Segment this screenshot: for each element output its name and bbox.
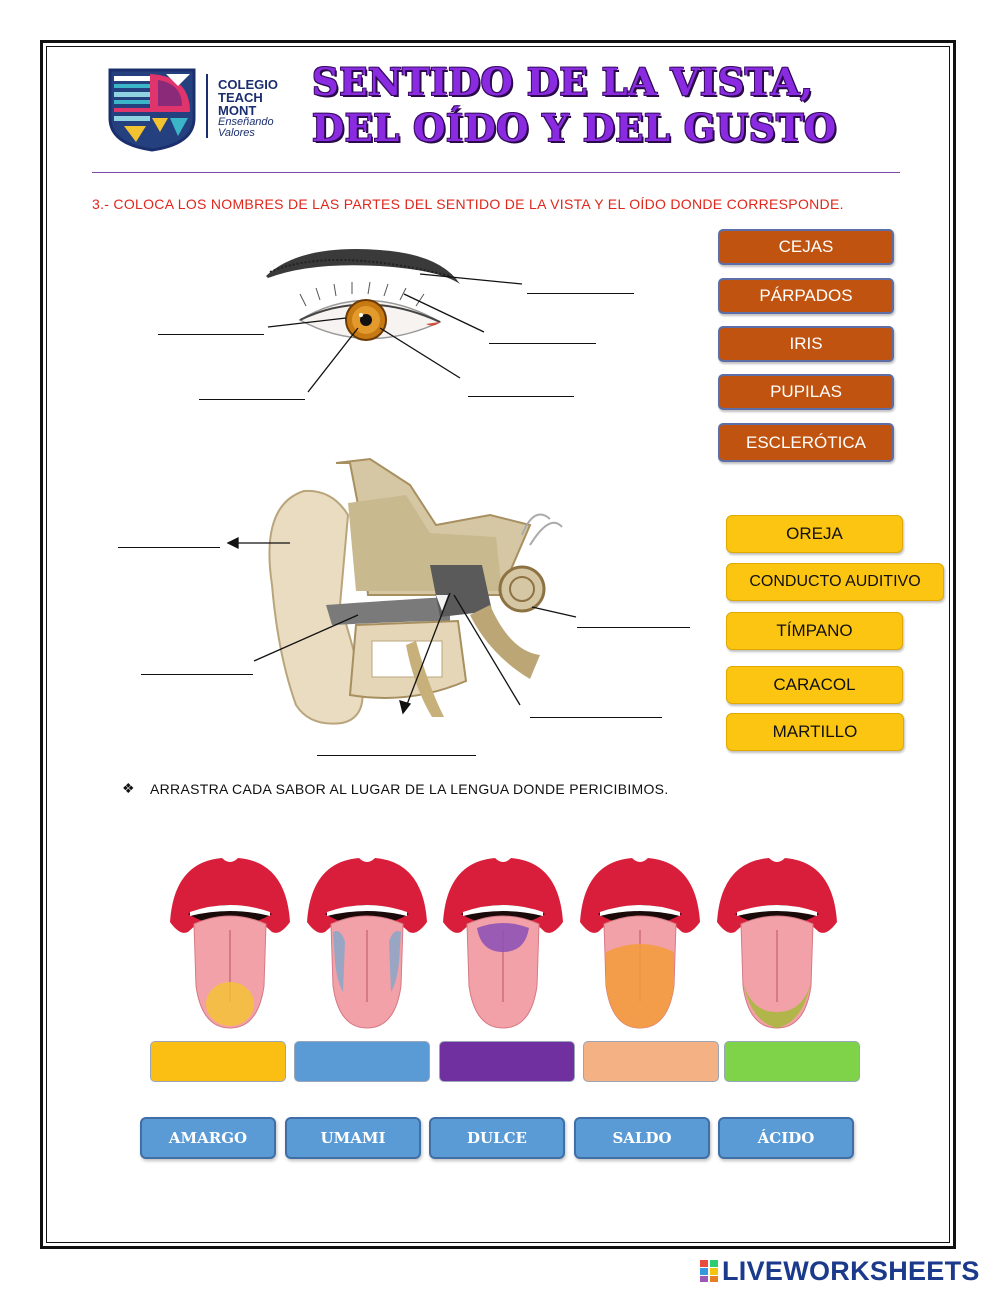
taste-umami[interactable]: UMAMI xyxy=(285,1117,421,1159)
label-esclerotica[interactable]: ESCLERÓTICA xyxy=(718,423,894,462)
tongue-bitter xyxy=(170,858,290,1028)
label-caracol[interactable]: CARACOL xyxy=(726,666,903,704)
taste-dulce[interactable]: DULCE xyxy=(429,1117,565,1159)
label-timpano[interactable]: TÍMPANO xyxy=(726,612,903,650)
instruction-eye-ear: 3.- COLOCA LOS NOMBRES DE LAS PARTES DEL SENTIDO DE LA VISTA Y EL OÍDO DONDE CORRESPONDE. xyxy=(92,196,844,212)
eye-diagram xyxy=(150,236,650,412)
drop-zone-5[interactable] xyxy=(724,1041,860,1082)
school-logo xyxy=(106,66,198,152)
school-name-line1: COLEGIO xyxy=(218,77,278,92)
label-martillo[interactable]: MARTILLO xyxy=(726,713,904,751)
label-parpados[interactable]: PÁRPADOS xyxy=(718,278,894,314)
taste-saldo[interactable]: SALDO xyxy=(574,1117,710,1159)
drop-zone-3[interactable] xyxy=(439,1041,575,1082)
tongues-diagram xyxy=(160,852,840,1036)
tongue-sweet xyxy=(443,858,563,1028)
eye-illustration xyxy=(300,282,440,340)
label-pupilas[interactable]: PUPILAS xyxy=(718,374,894,410)
eye-blank-iris[interactable] xyxy=(199,399,305,400)
drop-zone-4[interactable] xyxy=(583,1041,719,1082)
school-motto-line2: Valores xyxy=(218,127,255,139)
drop-zone-1[interactable] xyxy=(150,1041,286,1082)
label-oreja[interactable]: OREJA xyxy=(726,515,903,553)
label-conducto-auditivo[interactable]: CONDUCTO AUDITIVO xyxy=(726,563,944,601)
ear-blank-hammer[interactable] xyxy=(530,717,662,718)
eye-blank-eyebrow[interactable] xyxy=(527,293,634,294)
liveworksheets-logo-icon xyxy=(699,1259,719,1283)
school-name-line3: MONT xyxy=(218,103,257,118)
eye-blank-eyelid[interactable] xyxy=(489,343,596,344)
bullet-icon: ❖ xyxy=(122,780,135,796)
liveworksheets-brand[interactable]: LIVEWORKSHEETS xyxy=(722,1256,980,1286)
ear-blank-ear[interactable] xyxy=(118,547,220,548)
ear-blank-cochlea[interactable] xyxy=(577,627,690,628)
logo-divider xyxy=(206,74,208,138)
ear-blank-eardrum[interactable] xyxy=(317,755,476,756)
page-title-line2: DEL OÍDO Y DEL GUSTO xyxy=(312,106,837,150)
school-name-line2: TEACH xyxy=(218,90,263,105)
tongue-salty xyxy=(580,858,700,1028)
tongue-sour xyxy=(717,858,837,1028)
taste-acido[interactable]: ÁCIDO xyxy=(718,1117,854,1159)
label-cejas[interactable]: CEJAS xyxy=(718,229,894,265)
ear-illustration xyxy=(269,459,562,724)
eye-blank-sclera[interactable] xyxy=(158,334,264,335)
eyebrow-illustration xyxy=(266,249,460,284)
header-divider xyxy=(92,172,900,173)
ear-diagram xyxy=(110,455,710,755)
ear-blank-canal[interactable] xyxy=(141,674,253,675)
instruction-taste: ARRASTRA CADA SABOR AL LUGAR DE LA LENGUA DONDE PERICIBIMOS. xyxy=(150,781,669,797)
taste-amargo[interactable]: AMARGO xyxy=(140,1117,276,1159)
page-title-line1: SENTIDO DE LA VISTA, xyxy=(312,60,814,104)
eye-blank-pupil[interactable] xyxy=(468,396,574,397)
school-name xyxy=(218,78,278,139)
label-iris[interactable]: IRIS xyxy=(718,326,894,362)
tongue-umami xyxy=(307,858,427,1028)
drop-zone-2[interactable] xyxy=(294,1041,430,1082)
school-motto-line1: Enseñando xyxy=(218,116,274,128)
